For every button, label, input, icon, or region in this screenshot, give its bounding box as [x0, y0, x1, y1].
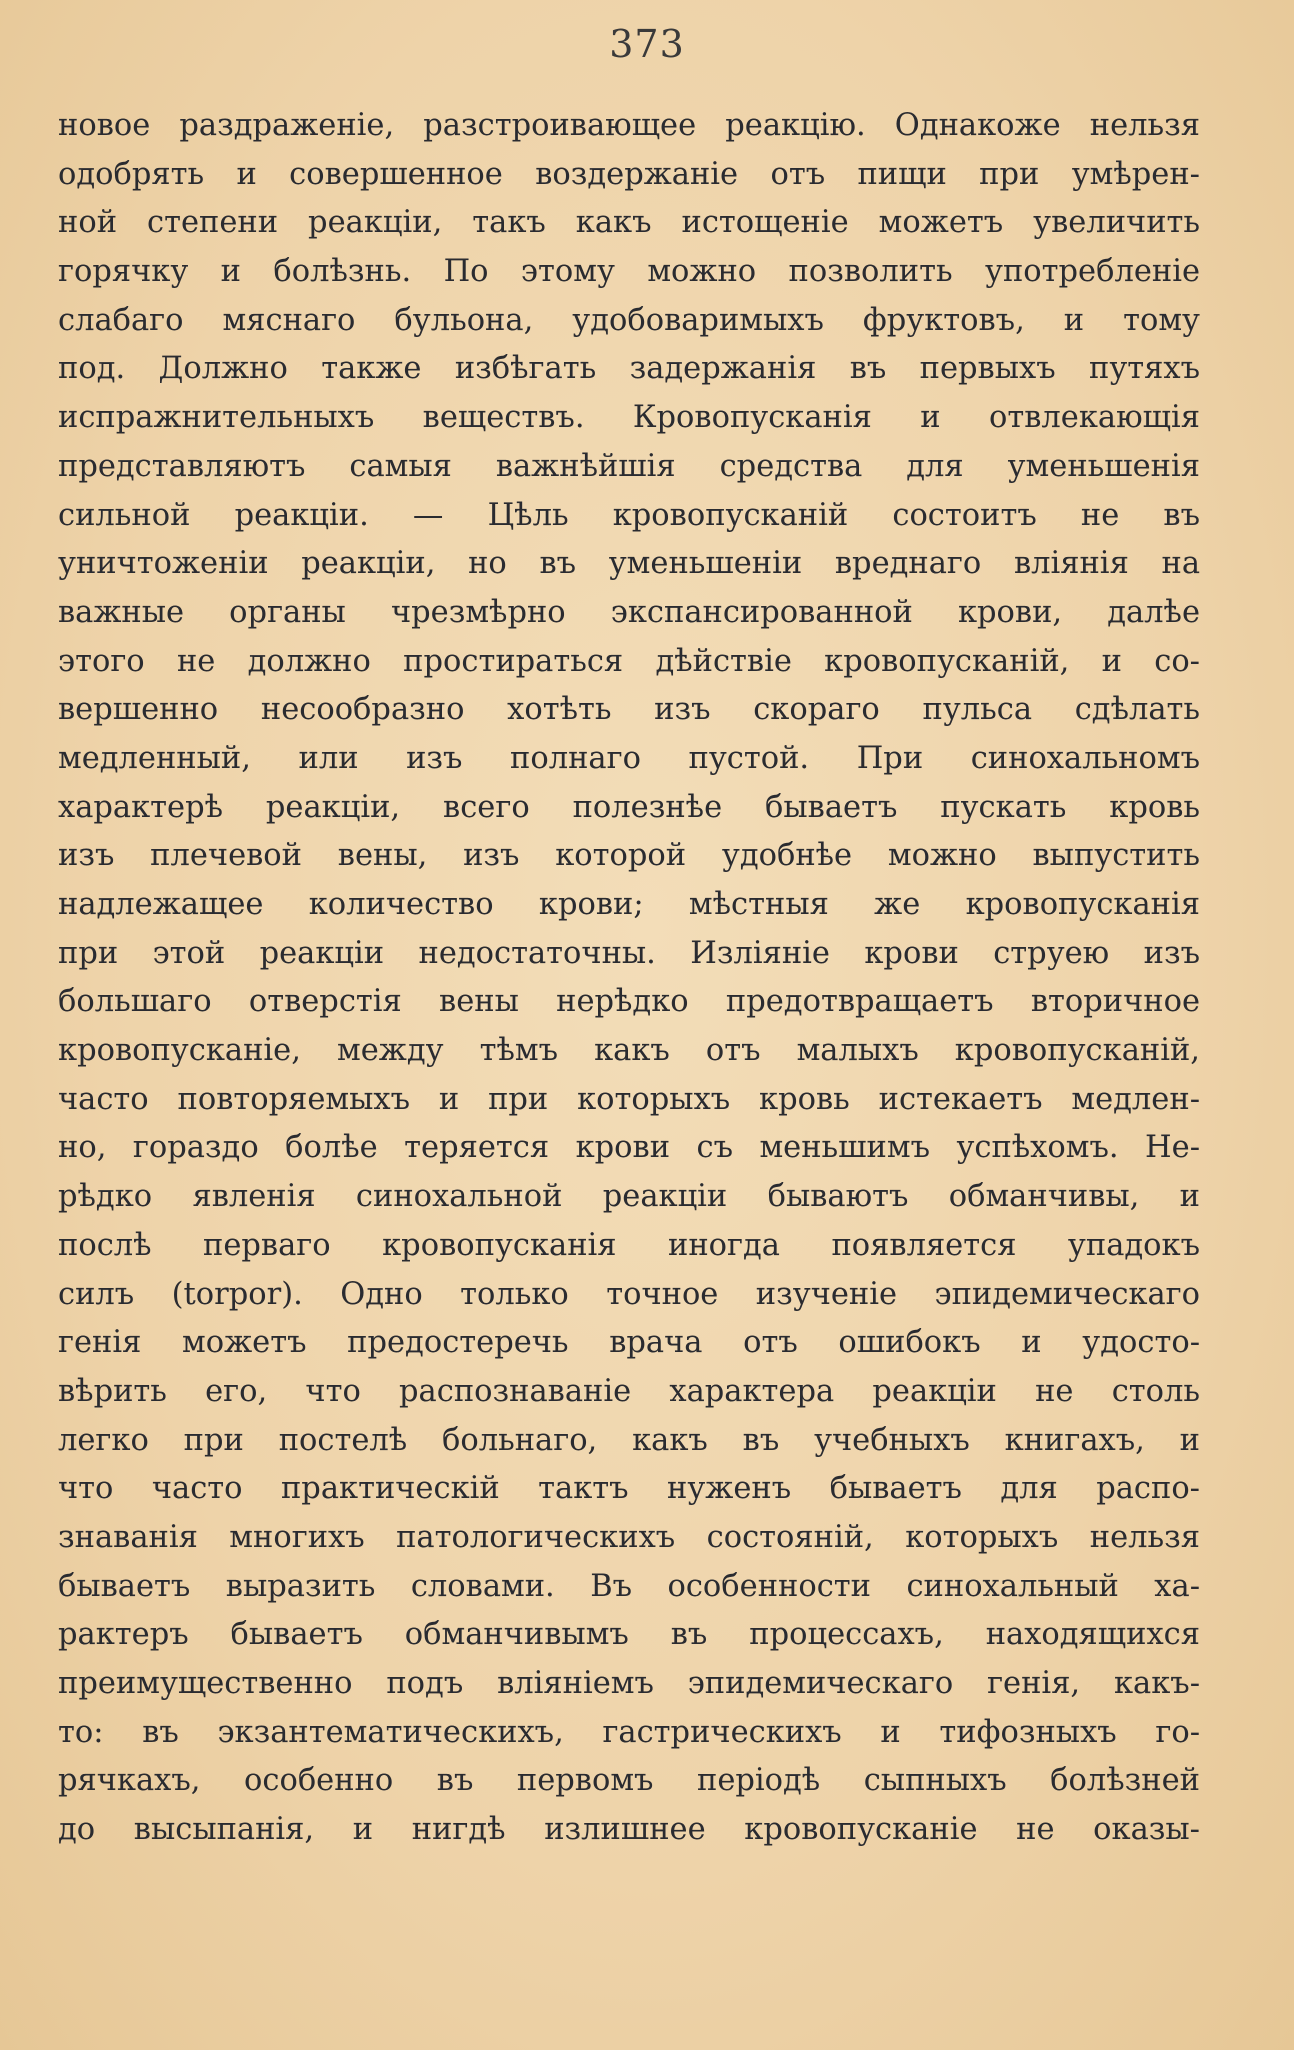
text-line: генія можетъ предостеречь врача отъ ошибокъ и удосто-	[58, 1325, 1200, 1361]
text-line: важные органы чрезмѣрно экспансированной крови, далѣе	[58, 594, 1200, 630]
text-line: преимущественно подъ вліяніемъ эпидемическаго генія, какъ-	[58, 1666, 1200, 1701]
text-line: до высыпанія, и нигдѣ излишнее кровопусканіе не оказы-	[58, 1812, 1200, 1848]
text-line: легко при постелѣ больнаго, какъ въ учебныхъ книгахъ, и	[58, 1422, 1200, 1458]
page-number: 373	[609, 22, 685, 66]
text-line: уничтоженіи реакціи, но въ уменьшеніи вреднаго вліянія на	[58, 546, 1200, 582]
text-line: испражнительныхъ веществъ. Кровопусканія и отвлекающія	[58, 400, 1200, 436]
text-line: представляютъ самыя важнѣйшія средства для уменьшенія	[58, 448, 1200, 484]
text-line: изъ плечевой вены, изъ которой удобнѣе можно выпустить	[58, 838, 1200, 874]
text-line: надлежащее количество крови; мѣстныя же кровопусканія	[58, 887, 1200, 922]
text-line: слабаго мяснаго бульона, удобоваримыхъ фруктовъ, и тому	[58, 302, 1200, 338]
text-line: медленный, или изъ полнаго пустой. При синохальномъ	[58, 740, 1200, 776]
text-line: под. Должно также избѣгать задержанія въ первыхъ путяхъ	[58, 351, 1200, 387]
text-line: при этой реакціи недостаточны. Изліяніе крови струею изъ	[58, 935, 1200, 971]
text-line: рячкахъ, особенно въ первомъ періодѣ сыпныхъ болѣзней	[58, 1763, 1200, 1799]
text-line: ной степени реакціи, такъ какъ истощеніе можетъ увеличить	[58, 205, 1200, 241]
text-line: что часто практическій тактъ нуженъ бываетъ для распо-	[58, 1471, 1200, 1507]
text-line: рѣдко явленія синохальной реакціи бываютъ обманчивы, и	[58, 1179, 1200, 1215]
text-line: знаванія многихъ патологическихъ состояній, которыхъ нельзя	[58, 1519, 1200, 1555]
text-line: характерѣ реакціи, всего полезнѣе бываетъ пускать кровь	[58, 789, 1200, 825]
text-line: вершенно несообразно хотѣть изъ скораго пульса сдѣлать	[58, 692, 1200, 728]
text-line: рактеръ бываетъ обманчивымъ въ процессахъ, находящихся	[58, 1617, 1200, 1653]
text-line: то: въ экзантематическихъ, гастрическихъ и тифозныхъ го-	[58, 1714, 1200, 1750]
text-line: новое раздраженіе, разстроивающее реакцію. Однакоже нельзя	[58, 108, 1200, 143]
text-line: одобрять и совершенное воздержаніе отъ пищи при умѣрен-	[58, 156, 1200, 192]
text-line: этого не должно простираться дѣйствіе кровопусканій, и со-	[58, 643, 1200, 679]
text-line: сильной реакціи. — Цѣль кровопусканій состоитъ не въ	[58, 497, 1200, 533]
text-line: часто повторяемыхъ и при которыхъ кровь истекаетъ медлен-	[58, 1081, 1200, 1117]
text-line: послѣ перваго кровопусканія иногда появляется упадокъ	[58, 1227, 1200, 1263]
text-line: вѣрить его, что распознаваніе характера реакціи не столь	[58, 1373, 1200, 1409]
text-line: но, гораздо болѣе теряется крови съ меньшимъ успѣхомъ. Не-	[58, 1130, 1200, 1166]
text-line: бываетъ выразить словами. Въ особенности синохальный ха-	[58, 1568, 1200, 1604]
text-line: силъ (torpor). Одно только точное изученіе эпидемическаго	[58, 1276, 1200, 1312]
body-text	[58, 102, 1200, 1855]
text-line: кровопусканіе, между тѣмъ какъ отъ малыхъ кровопусканій,	[58, 1033, 1200, 1069]
text-line: большаго отверстія вены нерѣдко предотвращаетъ вторичное	[58, 984, 1200, 1020]
text-line: горячку и болѣзнь. По этому можно позволить употребленіе	[58, 254, 1200, 290]
